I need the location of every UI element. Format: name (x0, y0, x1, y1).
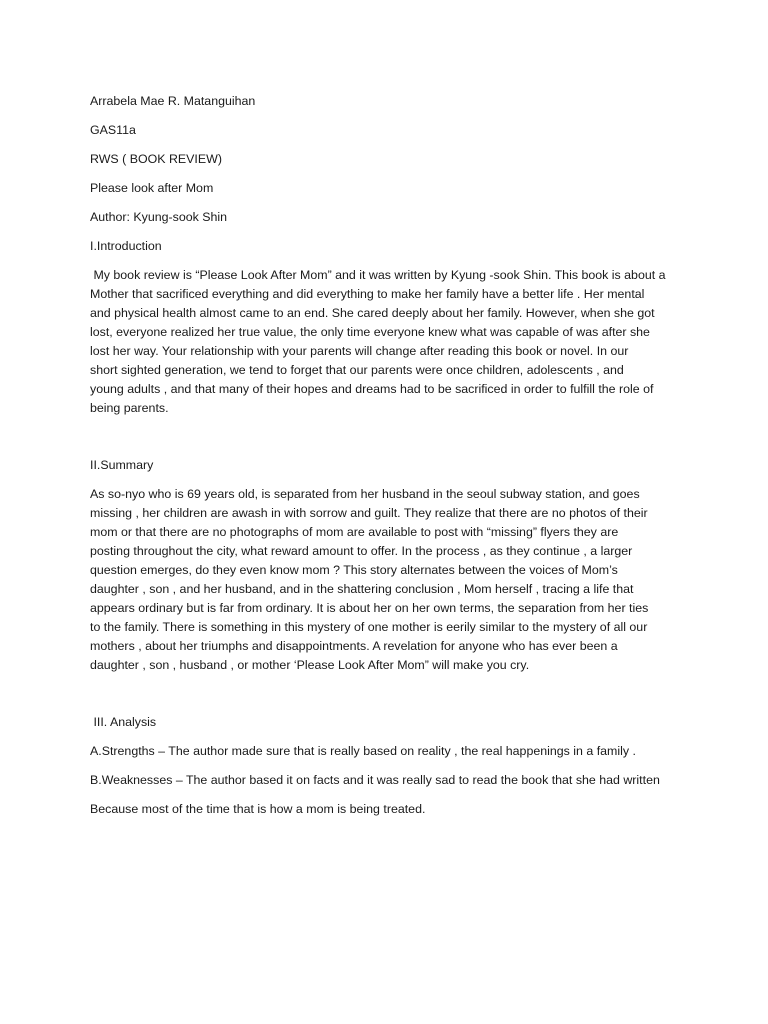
analysis-closing: Because most of the time that is how a mom is being treated. (90, 802, 426, 816)
summary-line: missing , her children are awash in with sorrow and guilt. They realize that there are no photos of their (90, 506, 648, 520)
introduction-line: young adults , and that many of their hopes and dreams had to be sacrificed in order to fulfill the role of (90, 382, 654, 396)
summary-line: mom or that there are no photographs of mom are available to post with “missing” flyers they are (90, 525, 619, 539)
analysis-weaknesses: B.Weaknesses – The author based it on facts and it was really sad to read the book that she had written (90, 773, 660, 787)
book-author: Author: Kyung-sook Shin (90, 210, 228, 224)
document-page (90, 92, 690, 819)
introduction-line: short sighted generation, we tend to forget that our parents were once children, adolescents , and (90, 363, 624, 377)
summary-line: question emerges, do they even know mom ? This story alternates between the voices of Mom’s (90, 563, 618, 577)
introduction-line: Mother that sacrificed everything and did everything to make her family have a better life . Her mental (90, 287, 645, 301)
introduction-paragraph (90, 266, 690, 418)
subject-label: RWS ( BOOK REVIEW) (90, 152, 222, 166)
summary-line: posting throughout the city, what reward amount to offer. In the process , as they continue , a larger (90, 544, 633, 558)
author-name: Arrabela Mae R. Matanguihan (90, 94, 256, 108)
summary-paragraph (90, 485, 690, 675)
book-title: Please look after Mom (90, 181, 214, 195)
analysis-strengths: A.Strengths – The author made sure that is really based on reality , the real happenings in a family . (90, 744, 636, 758)
introduction-line: and physical health almost came to an end. She cared deeply about her family. However, when she got (90, 306, 655, 320)
summary-line: daughter , son , husband , or mother ‘Please Look After Mom” will make you cry. (90, 658, 530, 672)
introduction-line: lost, everyone realized her true value, the only time everyone knew what was capable of was after she (90, 325, 650, 339)
introduction-heading: I.Introduction (90, 239, 162, 253)
summary-line: mothers , about her triumphs and disappointments. A revelation for anyone who has ever been a (90, 639, 618, 653)
analysis-heading: III. Analysis (90, 715, 157, 729)
summary-heading: II.Summary (90, 458, 154, 472)
summary-line: daughter , son , and her husband, and in the shattering conclusion , Mom herself , tracing a life that (90, 582, 634, 596)
introduction-line: being parents. (90, 401, 169, 415)
introduction-line: My book review is “Please Look After Mom” and it was written by Kyung -sook Shin. This book is about a (90, 268, 666, 282)
summary-line: appears ordinary but is far from ordinary. It is about her on her own terms, the separation from her ties (90, 601, 649, 615)
summary-line: As so-nyo who is 69 years old, is separated from her husband in the seoul subway station, and goes (90, 487, 640, 501)
summary-line: to the family. There is something in this mystery of one mother is eerily similar to the mystery of all our (90, 620, 648, 634)
introduction-line: lost her way. Your relationship with your parents will change after reading this book or novel. In our (90, 344, 629, 358)
section-label: GAS11a (90, 123, 136, 137)
